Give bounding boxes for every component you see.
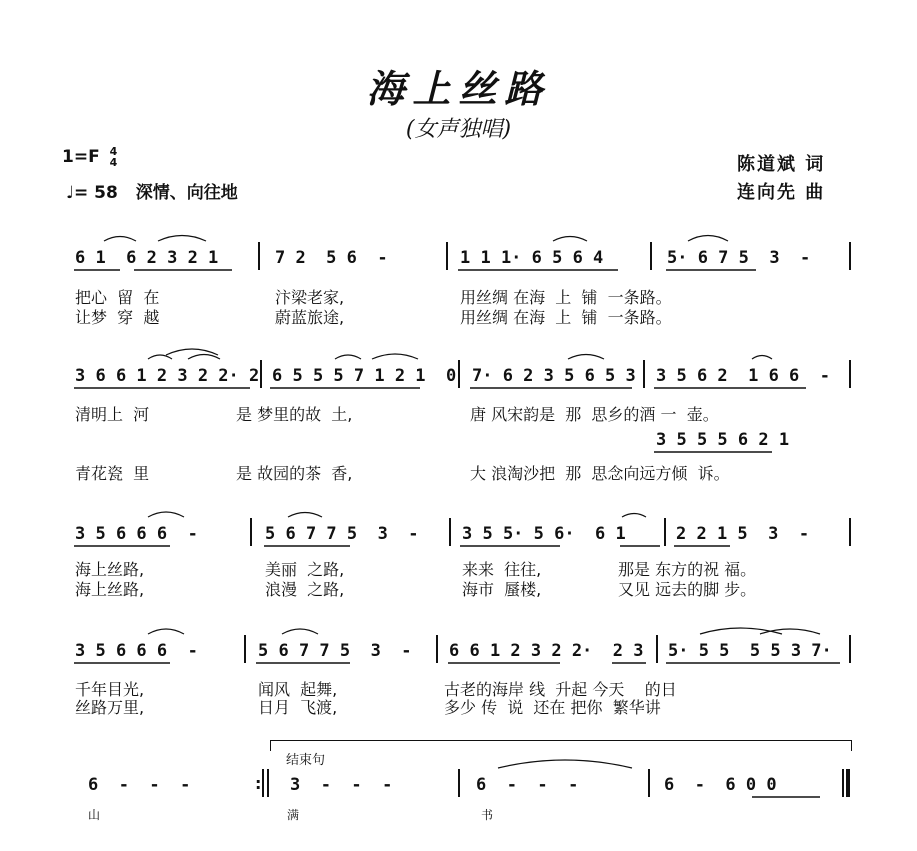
system2-lyric1-part1: 清明上 河: [75, 405, 150, 424]
system5-measure4: 6 - 6 0 0: [664, 775, 777, 795]
system4-lyric2-part2: 日月 飞渡,: [258, 698, 338, 717]
slur: [372, 354, 418, 359]
slur: [148, 629, 184, 634]
system3-lyric2-part4: 又见 远去的脚 步。: [618, 580, 757, 599]
system2-lyric2-part1: 青花瓷 里: [75, 464, 150, 483]
system3-lyric1-part4: 那是 东方的祝 福。: [618, 560, 757, 579]
system3-lyric2-part3: 海市 蜃楼,: [462, 580, 542, 599]
system3-lyric1-part1: 海上丝路,: [75, 560, 145, 579]
system4-lyric2-part3: 多少 传 说 还在 把你 繁华讲: [444, 698, 661, 717]
slur: [148, 512, 184, 517]
system2-lyric1-part2: 是 梦里的故 土,: [236, 405, 353, 424]
system3-measure1: 3 5 6 6 6 -: [75, 524, 198, 544]
system2-lyric2-part2: 是 故园的茶 香,: [236, 464, 353, 483]
slur: [622, 514, 646, 518]
system2-measure4: 3 5 6 2 1 6 6 -: [656, 366, 830, 386]
time-bottom: 4: [109, 156, 118, 169]
system1-measure2: 7 2 5 6 -: [275, 248, 388, 268]
system1-measure1: 6 1 6 2 3 2 1: [75, 248, 219, 268]
system4-measure1: 3 5 6 6 6 -: [75, 641, 198, 661]
system4-measure2: 5 6 7 7 5 3 -: [258, 641, 412, 661]
system1-measure3: 1 1 1· 6 5 6 4: [460, 248, 604, 268]
slur: [568, 355, 604, 360]
system2-lyric1-part3: 唐 风宋韵是 那 思乡的酒 一 壶。: [470, 405, 719, 424]
composer-credit: 连向先 曲: [737, 182, 826, 203]
system2-lyric2-part3: 大 浪淘沙把 那 思念向远方倾 诉。: [470, 464, 730, 483]
system3-lyric2-part2: 浪漫 之路,: [265, 580, 345, 599]
system4-lyric1-part1: 千年目光,: [75, 680, 145, 699]
system3-lyric2-part1: 海上丝路,: [75, 580, 145, 599]
slur: [104, 237, 136, 242]
system1-lyric1-part3: 用丝绸 在海 上 铺 一条路。: [460, 288, 672, 307]
system4-lyric1-part2: 闻风 起舞,: [258, 680, 338, 699]
system1-measure4: 5· 6 7 5 3 -: [667, 248, 811, 268]
system3-lyric1-part3: 来来 往往,: [462, 560, 542, 579]
slur: [188, 355, 220, 360]
slur: [752, 356, 772, 360]
slur: [288, 513, 322, 518]
system1-lyric1-part2: 汴梁老家,: [275, 288, 345, 307]
system2-measure2: 6 5 5 5 7 1 2 1 0: [272, 366, 457, 386]
system1-lyric2-part2: 蔚蓝旅途,: [275, 308, 345, 327]
ending-label: 结束句: [286, 753, 326, 768]
system3-measure4: 2 2 1 5 3 -: [676, 524, 810, 544]
slur: [553, 237, 587, 242]
system2-alt-measure: 3 5 5 5 6 2 1: [656, 430, 790, 450]
slur: [282, 629, 318, 634]
slur: [760, 629, 820, 634]
lyricist-credit: 陈道斌 词: [737, 154, 826, 175]
slur: [688, 236, 728, 242]
slur: [158, 236, 206, 242]
system4-measure3: 6 6 1 2 3 2 2· 2 3: [449, 641, 644, 661]
key-label: 1=F: [62, 147, 100, 167]
system2-measure1: 3 6 6 1 2 3 2 2· 2: [75, 366, 260, 386]
system4-lyric2-part1: 丝路万里,: [75, 698, 145, 717]
slur: [166, 349, 218, 355]
slurs: [104, 236, 820, 769]
system2-measure3: 7· 6 2 3 5 6 5 3: [472, 366, 636, 386]
system3-measure2: 5 6 7 7 5 3 -: [265, 524, 419, 544]
system3-measure3: 3 5 5· 5 6· 6 1: [462, 524, 626, 544]
time-top: 4: [109, 145, 118, 158]
system1-lyric2-part1: 让梦 穿 越: [75, 308, 160, 327]
system4-lyric1-part3: 古老的海岸 线 升起 今天 的日: [444, 680, 677, 699]
tempo-mark: ♩= 58: [66, 183, 118, 203]
repeat-dots-icon: :: [255, 774, 262, 793]
system4-measure4: 5· 5 5 5 5 3 7·: [668, 641, 832, 661]
song-subtitle: (女声独唱): [405, 117, 512, 142]
slur: [148, 355, 172, 359]
slur: [335, 355, 361, 359]
cut-lyric: 山: [88, 808, 101, 822]
system3-lyric1-part2: 美丽 之路,: [265, 560, 345, 579]
system1-lyric1-part1: 把心 留 在: [75, 288, 160, 307]
tie: [498, 760, 632, 768]
system5-measure1: 6 - - -: [88, 775, 191, 795]
cut-lyric: 满: [287, 808, 300, 822]
system1-lyric2-part3: 用丝绸 在海 上 铺 一条路。: [460, 308, 672, 327]
expression-mark: 深情、向往地: [135, 183, 238, 203]
system5-measure3: 6 - - -: [476, 775, 579, 795]
cut-lyric: 书: [481, 808, 494, 822]
system5-measure2: 3 - - -: [290, 775, 393, 795]
song-title: 海上丝路: [366, 66, 551, 111]
